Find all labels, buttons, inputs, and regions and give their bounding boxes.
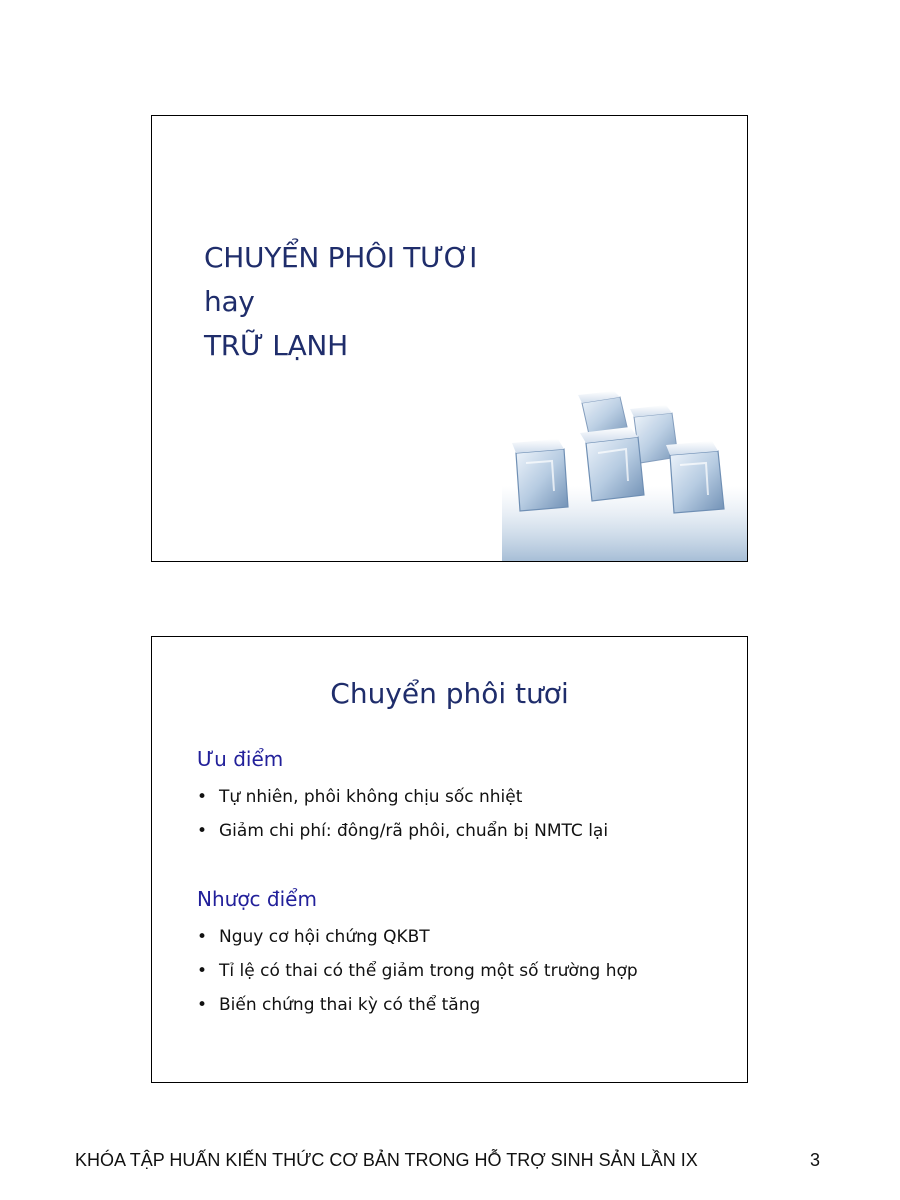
slide-1-title [204, 236, 477, 368]
slide-2 [151, 636, 748, 1083]
slide-1 [151, 115, 748, 562]
course-title: KHÓA TẬP HUẤN KIẾN THỨC CƠ BẢN TRONG HỖ TRỢ SINH SẢN LẦN IX [75, 1150, 698, 1170]
list-item: • Biến chứng thai kỳ có thể tăng [197, 988, 638, 1022]
ice-cubes-image [502, 391, 747, 561]
list-item: • Nguy cơ hội chứng QKBT [197, 920, 638, 954]
list-item: • Tỉ lệ có thai có thể giảm trong một số trường hợp [197, 954, 638, 988]
title-line: TRỮ LẠNH [204, 329, 348, 362]
list-item: • Giảm chi phí: đông/rã phôi, chuẩn bị NMTC lại [197, 814, 608, 848]
cons-heading: Nhược điểm [197, 887, 317, 911]
title-line: CHUYỂN PHÔI TƯƠI [204, 241, 478, 274]
cons-list [197, 920, 638, 1022]
page-number: 3 [809, 1150, 820, 1170]
slide-2-title: Chuyển phôi tươi [330, 677, 569, 710]
list-item: • Tự nhiên, phôi không chịu sốc nhiệt [197, 780, 608, 814]
pros-list [197, 780, 608, 848]
title-line: hay [204, 285, 255, 318]
pros-heading: Ưu điểm [197, 747, 284, 771]
